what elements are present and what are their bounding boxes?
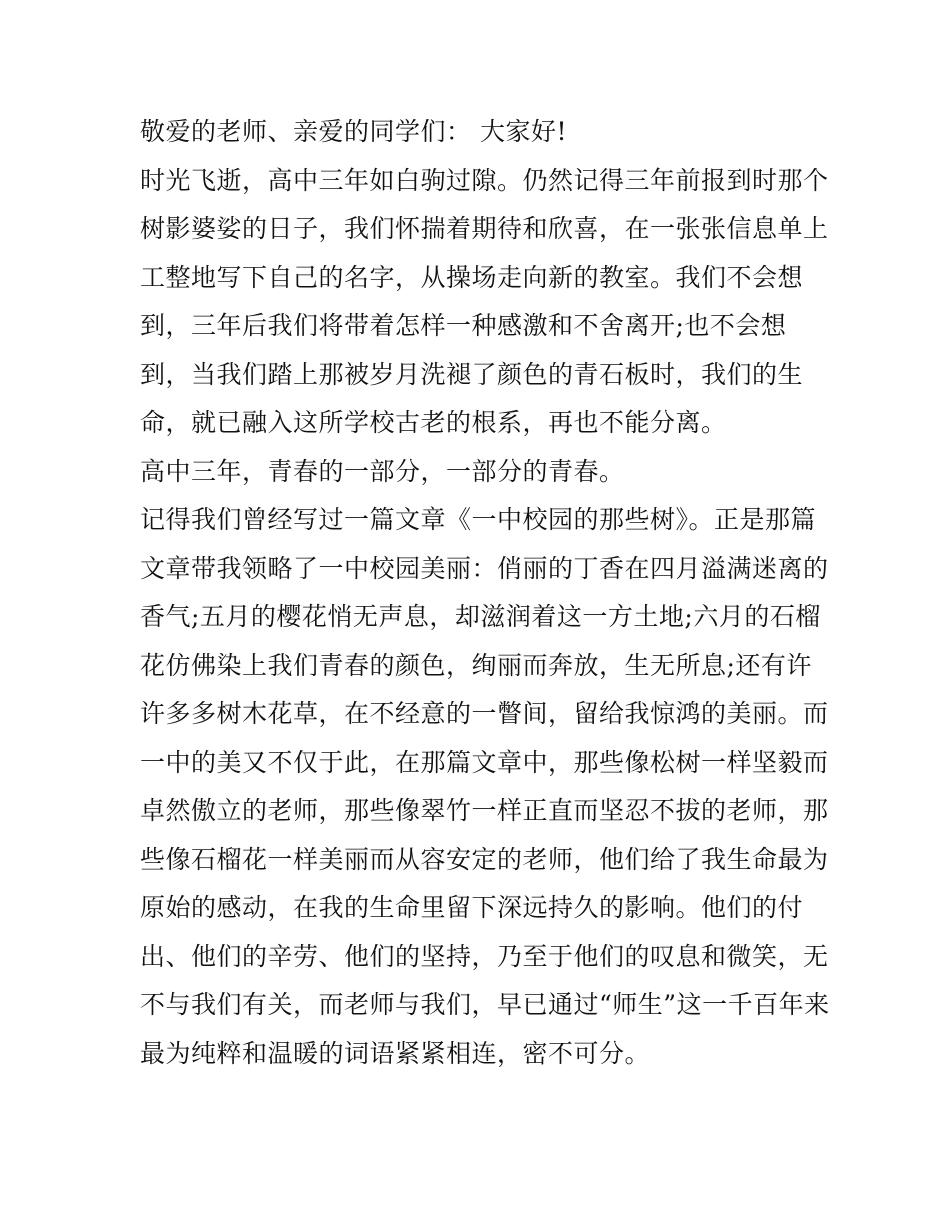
text-line: 文章带我领略了一中校园美丽：俏丽的丁香在四月溢满迷离的 [140,553,829,583]
text-line: 高中三年，青春的一部分，一部分的青春。 [140,456,625,486]
text-line: 香气;五月的樱花悄无声息，却滋润着这一方土地;六月的石榴 [140,602,821,631]
text-line: 许多多树木花草，在不经意的一瞥间，留给我惊鸿的美丽。而 [140,699,829,728]
text-line: 出、他们的辛劳、他们的坚持，乃至于他们的叹息和微笑，无 [140,941,829,971]
text-line: 不与我们有关，而老师与我们，早已通过“师生”这一千百年来 [140,990,830,1019]
text-line: 敬爱的老师、亲爱的同学们： 大家好! [140,117,567,146]
text-line: 一中的美又不仅于此，在那篇文章中，那些像松树一样坚毅而 [140,747,829,777]
text-line: 到，三年后我们将带着怎样一种感激和不舍离开;也不会想 [140,311,787,340]
text-line: 树影婆娑的日子，我们怀揣着期待和欣喜，在一张张信息单上 [140,214,829,243]
text-line: 记得我们曾经写过一篇文章《一中校园的那些树》。正是那篇 [140,505,817,534]
text-line: 到，当我们踏上那被岁月洗褪了颜色的青石板时，我们的生 [140,359,804,389]
text-line: 工整地写下自己的名字，从操场走向新的教室。我们不会想 [140,262,804,292]
text-line: 花仿佛染上我们青春的颜色，绚丽而奔放，生无所息;还有许 [140,650,812,680]
text-line: 原始的感动，在我的生命里留下深远持久的影响。他们的付 [140,893,804,922]
text-line: 最为纯粹和温暖的词语紧紧相连，密不可分。 [140,1038,651,1068]
text-line: 时光飞逝，高中三年如白驹过隙。仍然记得三年前报到时那个 [140,165,829,195]
text-line: 卓然傲立的老师，那些像翠竹一样正直而坚忍不拔的老师，那 [140,796,829,825]
text-line: 命，就已融入这所学校古老的根系，再也不能分离。 [140,408,727,437]
speech-text [140,108,830,1078]
text-line: 些像石榴花一样美丽而从容安定的老师，他们给了我生命最为 [140,844,829,874]
